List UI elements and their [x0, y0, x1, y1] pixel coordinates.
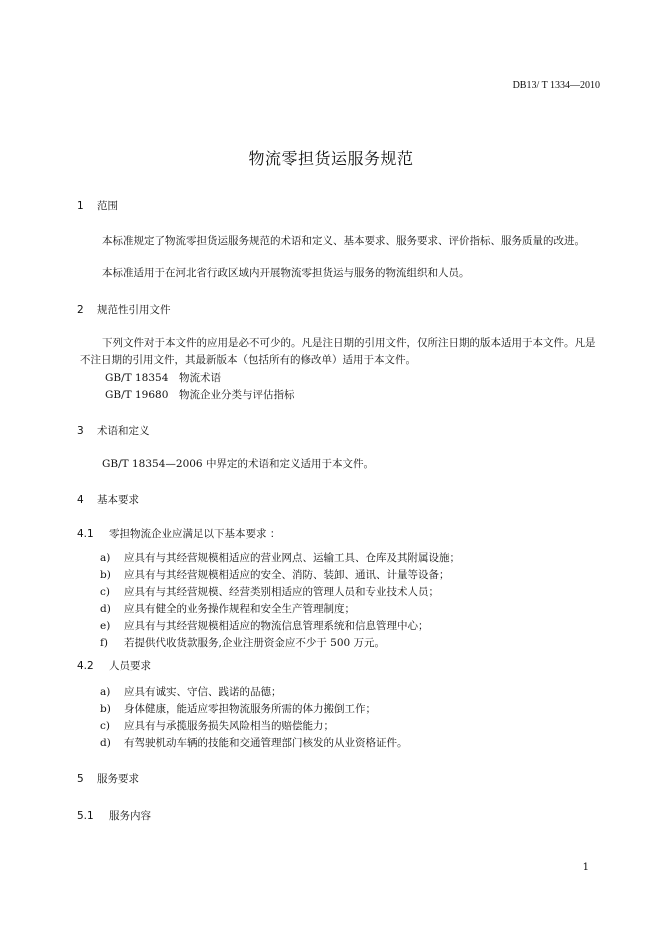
- subsection-title: 服务内容: [109, 810, 151, 822]
- subsection-4-1-heading: [77, 526, 280, 541]
- list-item-text: 身体健康，能适应零担物流服务所需的体力搬倒工作；: [124, 703, 376, 715]
- document-title: 物流零担货运服务规范: [248, 149, 414, 168]
- section-number: 4: [77, 494, 84, 506]
- section-title: 术语和定义: [97, 425, 150, 437]
- list-marker: d): [100, 603, 111, 615]
- document-code: DB13/ T 1334—2010: [512, 80, 600, 91]
- list-item-text: 应具有与其经营规模、经营类别相适应的管理人员和专业技术人员；: [124, 586, 439, 598]
- reference-code: GB/T 18354: [105, 372, 169, 384]
- reference-item: [105, 370, 221, 385]
- reference-item: [105, 387, 295, 402]
- list-item: [100, 584, 460, 601]
- list-item-text: 应具有与其经营规模相适应的安全、消防、装卸、通讯、计量等设备；: [124, 569, 450, 581]
- list-item: [100, 701, 408, 718]
- list-item-text: 应具有健全的业务操作规程和安全生产管理制度；: [124, 603, 355, 615]
- basic-requirements-list: [100, 550, 460, 652]
- list-item-text: 应具有与承揽服务损失风险相当的赔偿能力；: [124, 720, 334, 732]
- section-title: 基本要求: [97, 494, 139, 506]
- section-number: 1: [77, 200, 84, 212]
- list-item-text: 有驾驶机动车辆的技能和交通管理部门核发的从业资格证件。: [124, 737, 408, 749]
- section-2-paragraph-1: 下列文件对于本文件的应用是必不可少的。凡是注日期的引用文件，仅所注日期的版本适用于本文件。凡是不注日期的引用文件，其最新版本（包括所有的修改单）适用于本文件。: [80, 337, 596, 366]
- list-marker: e): [100, 620, 111, 632]
- section-number: 3: [77, 425, 84, 437]
- list-item-text: 应具有与其经营规模相适应的物流信息管理系统和信息管理中心；: [124, 620, 429, 632]
- list-item: [100, 618, 460, 635]
- list-item: [100, 718, 408, 735]
- list-marker: b): [100, 703, 111, 715]
- section-3-heading: [77, 423, 150, 438]
- list-item-text: 应具有与其经营规模相适应的营业网点、运输工具、仓库及其附属设施；: [124, 552, 460, 564]
- list-marker: d): [100, 737, 111, 749]
- section-5-heading: [77, 771, 139, 786]
- section-title: 范围: [97, 200, 118, 212]
- list-item-text: 若提供代收货款服务,企业注册资金应不少于 500 万元。: [124, 637, 386, 649]
- section-4-heading: [77, 492, 139, 507]
- page-number: 1: [582, 862, 589, 873]
- section-number: 5: [77, 773, 84, 785]
- list-marker: b): [100, 569, 111, 581]
- subsection-title: 零担物流企业应满足以下基本要求 ：: [109, 528, 281, 540]
- subsection-title: 人员要求: [109, 660, 151, 672]
- list-item-text: 应具有诚实、守信、践诺的品德；: [124, 686, 282, 698]
- list-marker: a): [100, 686, 111, 698]
- list-item: [100, 635, 460, 652]
- list-marker: c): [100, 586, 110, 598]
- subsection-4-2-heading: [77, 658, 151, 673]
- reference-code: GB/T 19680: [105, 389, 169, 401]
- section-1-paragraph-2: 本标准适用于在河北省行政区域内开展物流零担货运与服务的物流组织和人员。: [102, 267, 470, 279]
- subsection-number: 4.1: [77, 528, 94, 540]
- subsection-5-1-heading: [77, 808, 151, 823]
- section-title: 规范性引用文件: [97, 304, 171, 316]
- list-marker: f): [100, 637, 108, 649]
- reference-name: 物流企业分类与评估指标: [179, 389, 295, 401]
- subsection-number: 5.1: [77, 810, 94, 822]
- list-item: [100, 567, 460, 584]
- list-marker: a): [100, 552, 111, 564]
- section-3-paragraph-1: GB/T 18354—2006 中界定的术语和定义适用于本文件。: [102, 458, 374, 470]
- personnel-requirements-list: [100, 684, 408, 752]
- section-2-heading: [77, 302, 171, 317]
- list-item: [100, 684, 408, 701]
- list-item: [100, 735, 408, 752]
- subsection-number: 4.2: [77, 660, 94, 672]
- section-title: 服务要求: [97, 773, 139, 785]
- section-1-heading: [77, 198, 118, 213]
- reference-name: 物流术语: [179, 372, 221, 384]
- section-1-paragraph-1: 本标准规定了物流零担货运服务规范的术语和定义、基本要求、服务要求、评价指标、服务质量的改进。: [102, 235, 585, 247]
- section-number: 2: [77, 304, 84, 316]
- list-item: [100, 601, 460, 618]
- list-item: [100, 550, 460, 567]
- list-marker: c): [100, 720, 110, 732]
